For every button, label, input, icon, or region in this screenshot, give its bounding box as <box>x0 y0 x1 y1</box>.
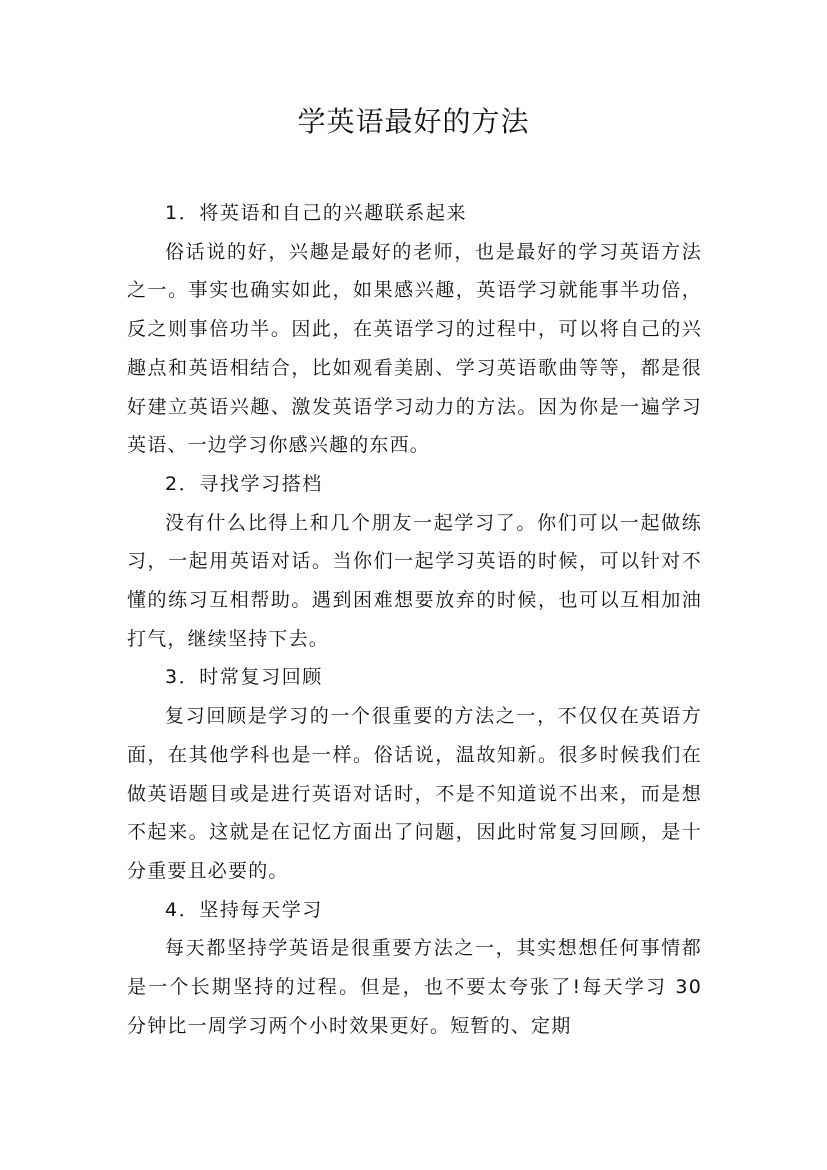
section-heading: 1．将英语和自己的兴趣联系起来 <box>165 202 468 224</box>
section-paragraph: 俗话说的好，兴趣是最好的老师，也是最好的学习英语方法之一。事实也确实如此，如果感兴趣，英语学习就能事半功倍，反之则事倍功半。因此，在英语学习的过程中，可以将自己的兴趣点和英语相结合，比如观看美剧、学习英语歌曲等等，都是很好建立英语兴趣、激发英语学习动力的方法。因为你是一遍学习英语、一边学习你感兴趣的东西。 <box>127 240 702 457</box>
section-heading: 2．寻找学习搭档 <box>165 472 323 495</box>
section-heading: 3．时常复习回顾 <box>165 666 323 689</box>
document-title: 学英语最好的方法 <box>297 105 530 138</box>
document-body <box>127 194 702 1045</box>
section-paragraph: 没有什么比得上和几个朋友一起学习了。你们可以一起做练习，一起用英语对话。当你们一起学习英语的时候，可以针对不懂的练习互相帮助。遇到困难想要放弃的时候，也可以互相加油打气，继续坚持下去。 <box>127 511 702 650</box>
section-paragraph: 复习回顾是学习的一个很重要的方法之一，不仅仅在英语方面，在其他学科也是一样。俗话说，温故知新。很多时候我们在做英语题目或是进行英语对话时，不是不知道说不出来，而是想不起来。这就是在记忆方面出了问题，因此时常复习回顾，是十分重要且必要的。 <box>127 705 702 882</box>
section-heading: 4．坚持每天学习 <box>165 898 323 921</box>
section-paragraph: 每天都坚持学英语是很重要方法之一，其实想想任何事情都是一个长期坚持的过程。但是，也不要太夸张了!每天学习 30 分钟比一周学习两个小时效果更好。短暂的、定期 <box>127 937 702 1037</box>
